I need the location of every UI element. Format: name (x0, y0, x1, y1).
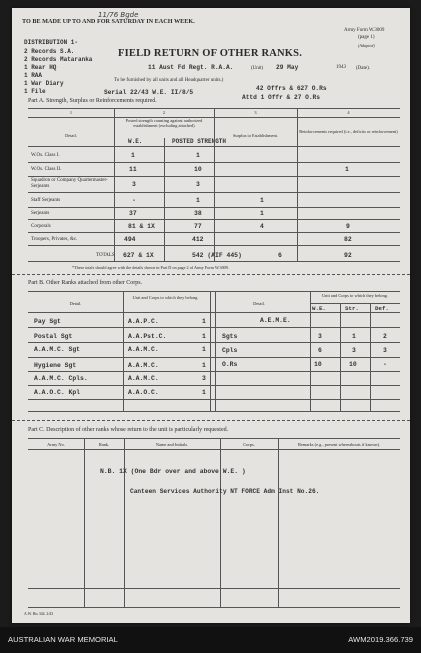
archive-reference: AWM2019.366.739 (348, 635, 413, 644)
row-we: 1 (131, 152, 135, 159)
col-corps-header: Corps. (243, 442, 255, 447)
row-we: - (132, 197, 136, 204)
part-c-heading: Part C. Description of other ranks whose return to the unit is particularly requested. (28, 427, 229, 433)
row-reinforcements: 9 (346, 223, 350, 230)
row-posted: 10 (194, 166, 202, 173)
col-army-no-header: Army No. (47, 442, 65, 447)
attached-detail: A.A.O.C. Kpl (34, 389, 81, 396)
attached-strength: Attd 1 Offr & 27 O.Rs (242, 94, 320, 101)
form-title: FIELD RETURN OF OTHER RANKS. (118, 48, 303, 59)
row-detail: Corporals (31, 224, 51, 229)
aeme-strength: 10 (349, 361, 357, 368)
attached-number: 1 (202, 389, 206, 396)
distribution-line: 1 Rear HQ (24, 64, 57, 71)
row-detail: W.Os. Class II. (31, 167, 62, 172)
attached-number: 1 (202, 318, 206, 325)
archive-footer (0, 627, 421, 653)
distribution-line: 1 RAA (24, 72, 43, 79)
attached-unit: A.A.M.C. (128, 346, 159, 353)
aeme-deficit: - (383, 361, 387, 368)
col-surplus-header: Surplus to Establishment. (232, 133, 278, 138)
attached-detail: Hygiene Sgt (34, 362, 77, 369)
col-detail-header: Detail. (69, 301, 82, 306)
archive-name: AUSTRALIAN WAR MEMORIAL (8, 635, 118, 644)
col-we-header: W.E. (312, 305, 326, 312)
distribution-line: 1 War Diary (24, 80, 64, 87)
col-number: 2 (162, 110, 166, 115)
attached-detail: Postal Sgt (34, 333, 73, 340)
aeme-heading: A.E.M.E. (260, 317, 291, 324)
return-year: 1943 (336, 65, 346, 70)
row-posted: 3 (196, 181, 200, 188)
col-unit-header: Unit and Corps to which they belong. (322, 293, 388, 298)
aeme-detail: Cpls (222, 347, 238, 354)
row-we: 3 (132, 181, 136, 188)
aeme-we: 10 (314, 361, 322, 368)
col-rank-header: Rank. (98, 442, 110, 447)
part-c-note: Canteen Services Authority NT FORCE Adm Inst No.26. (130, 488, 320, 495)
col-unit-header: Unit and Corps to which they belong. (132, 295, 199, 300)
return-date: 29 May (276, 64, 299, 71)
row-we: 81 & 1X (128, 223, 155, 230)
row-detail: Squadron or Company Quartermaster-Serjeants (31, 178, 108, 189)
aeme-we: 3 (318, 333, 322, 340)
col-reinforcements-header: Reinforcements required (i.e., deficits or reinforcement) (299, 129, 398, 134)
made-up-instruction: TO BE MADE UP TO AND FOR SATURDAY IN EACH WEEK. (22, 18, 195, 25)
unit-name: 11 Aust Fd Regt. R.A.A. (148, 64, 234, 71)
attached-unit: A.A.M.C. (128, 375, 159, 382)
row-posted: 412 (192, 236, 204, 243)
col-number: 1 (69, 110, 73, 115)
row-posted: 38 (194, 210, 202, 217)
totals-we: 627 & 1X (123, 252, 154, 259)
totals-surplus: 6 (278, 252, 282, 259)
attached-number: 3 (202, 375, 206, 382)
form-adapted: (Adapted) (358, 43, 375, 48)
aeme-deficit: 2 (383, 333, 387, 340)
row-posted: 1 (196, 152, 200, 159)
row-we: 494 (124, 236, 136, 243)
officers-strength: 42 Offrs & 627 O.Rs (256, 85, 327, 92)
attached-detail: A.A.M.C. Sgt (34, 346, 81, 353)
row-surplus: 4 (260, 223, 264, 230)
row-we: 37 (129, 210, 137, 217)
row-detail: W.Os. Class I. (31, 153, 60, 158)
col-remarks-header: Remarks (e.g., present whereabouts if known). (297, 442, 381, 447)
form-page-number: (page 1) (358, 35, 375, 40)
totals-posted: 542 (AIF 445) (192, 252, 242, 259)
row-posted: 77 (194, 223, 202, 230)
row-detail: Serjeants (31, 211, 50, 216)
col-name-header: Name and Initials. (155, 442, 189, 447)
totals-label: TOTALS (96, 253, 115, 258)
aeme-strength: 3 (352, 347, 356, 354)
aeme-strength: 1 (352, 333, 356, 340)
furnished-instruction: To be furnished by all units and all Headquarter units.) (114, 78, 224, 83)
part-a-heading: Part A. Strength, Surplus or Reinforcements required. (28, 98, 157, 104)
attached-number: 1 (202, 362, 206, 369)
row-we: 11 (129, 166, 137, 173)
col-number: 3 (254, 110, 257, 115)
distribution-heading: DISTRIBUTION 1- (24, 39, 79, 46)
attached-unit: A.A.Pst.C. (128, 333, 167, 340)
attached-detail: A.A.M.C. Cpls. (34, 375, 88, 382)
attached-unit: A.A.O.C. (128, 389, 159, 396)
aeme-detail: O.Rs (222, 361, 238, 368)
col-strength-header: Str. (345, 305, 359, 312)
row-surplus: 1 (260, 197, 264, 204)
aeme-detail: Sgts (222, 333, 238, 340)
row-reinforcements: 1 (345, 166, 349, 173)
distribution-line: 1 File (24, 88, 46, 95)
unit-label: (Unit) (251, 66, 264, 71)
attached-number: 1 (202, 333, 206, 340)
col-detail-header: Detail. (253, 301, 265, 306)
serial-number: Serial 22/43 W.E. II/8/5 (104, 89, 194, 96)
part-c-note: N.B. 1X (One Bdr over and above W.E. ) (100, 468, 246, 475)
row-reinforcements: 82 (344, 236, 352, 243)
print-code: A.W. Rts 344. 2/43 (24, 612, 54, 616)
form-page (12, 8, 410, 623)
attached-unit: A.A.P.C. (128, 318, 159, 325)
attached-unit: A.A.M.C. (128, 362, 159, 369)
col-posted-strength-header: POSTED STRENGTH (172, 138, 227, 145)
col-number: 4 (347, 110, 350, 115)
col-posted-header: Posted strength counting against authorized establishment (excluding attached) (125, 118, 203, 128)
aeme-deficit: 3 (383, 347, 387, 354)
distribution-line: 2 Records S.A. (24, 48, 75, 55)
attached-number: 1 (202, 346, 206, 353)
row-posted: 1 (196, 197, 200, 204)
totals-reinforcements: 92 (344, 252, 352, 259)
totals-note: *These totals should agree with the details shown in Part D on page 2 of Army Form W.3009. (72, 265, 229, 270)
col-deficit-header: Def. (375, 305, 389, 312)
aeme-we: 6 (318, 347, 322, 354)
attached-detail: Pay Sgt (34, 318, 61, 325)
form-number: Army Form W.3009 (344, 28, 385, 33)
row-detail: Troopers, Privates, &c. (31, 237, 78, 242)
handwritten-note: 11/76 Bgde (98, 11, 139, 19)
row-detail: Staff Serjeants (31, 198, 61, 203)
part-b-heading: Part B. Other Ranks attached from other Corps. (28, 280, 143, 286)
date-label: (Date). (356, 66, 371, 71)
col-we-header: W.E. (128, 138, 143, 145)
col-detail-header: Detail. (65, 133, 77, 138)
distribution-line: 2 Records Mataranka (24, 56, 93, 63)
row-surplus: 1 (260, 210, 264, 217)
